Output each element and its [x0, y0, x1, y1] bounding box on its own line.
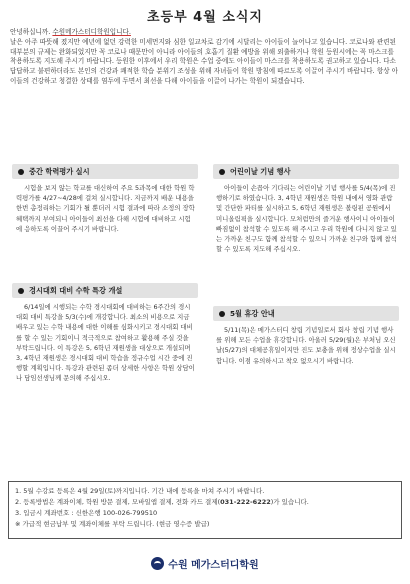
section-text-may-holiday: 5/11(목)은 메가스터디 창립 기념일로서 회사 창립 기념 행사를 위해 모든 수업을 휴강합니다. 아울러 5/29(월)은 부처님 오신날(5/27)의 대체공휴일이지만 진도 보충을 위해 정상수업을 실시합니다. 이점 유의하시고 착오 없으시기 바랍니다. [216, 326, 396, 365]
section-text-math-class: 6/14일에 시행되는 수학 경시대회에 대비하는 6주간의 경시대회 대비 특강을 5/3(수)에 개강합니다. 최소의 비용으로 지금 배우고 있는 수학 내용에 대한 이해를 심화시키고 경시대회 대비를 할 수 있는 기회이니 적극적으로 참여하고 활용해 주실 것을 부탁드립니다. 이 특강은 5, 6학년 재원생을 대상으로 개설되며 3, 4학년 재원생은 경시대회 대비 학습을 정규수업 시간 중에 진행할 계획입니다. 특강과 관련된 좀더 상세한 사항은 학원 상담이나 담임선생님께 문의해 주십시오. [16, 303, 195, 383]
notice-line-4: ※ 가급적 현금납부 및 계좌이체를 부탁 드립니다. (현금 영수증 발급) [15, 520, 210, 528]
payment-notice-box [8, 481, 402, 539]
footer-academy-name: 수원 메가스터디학원 [168, 560, 259, 571]
notice-line-2: 2. 등록방법은 계좌이체, 학원 방문 결제, 모바일앱 결제, 전화 카드 결제(031-222-6222)가 있습니다. [15, 498, 309, 506]
section-title-midterm: 중간 학력평가 실시 [29, 167, 90, 176]
section-header-childrens-day [213, 164, 399, 179]
section-header-may-holiday [213, 306, 399, 321]
section-header-math-class [12, 283, 198, 298]
intro-greeting: 안녕하십니까. [10, 28, 53, 36]
section-text-childrens-day: 아이들이 손꼽아 기다리는 어린이날 기념 행사를 5/4(목)에 진행하기로 하였습니다. 3, 4학년 재원생은 학원 내에서 영화 관람 및 간단한 파티를 실시하고 5, 6학년 재원생은 볼링핀 공원에서 미니올림픽을 실시합니다. 모처럼만의 즐거운 행사이니 아이들이 빠짐없이 참석할 수 있도록 해 주시고 우리 학원에 다니지 않고 있는 가까운 친구도 함께 참석할 수 있으니 가까운 친구와 함께 참석할 수 있도록 지도해 주십시오. [216, 184, 397, 254]
notice-line-3: 3. 입금시 계좌번호 : 신한은행 100-026-799510 [15, 509, 158, 517]
section-title-may-holiday: 5월 휴강 안내 [230, 309, 275, 318]
notice-phone: 031-222-6222 [220, 498, 271, 506]
section-title-childrens-day: 어린이날 기념 행사 [230, 167, 291, 176]
bullet-icon [18, 169, 24, 175]
page-title: 초등부 4월 소식지 [146, 10, 263, 25]
section-title-math-class: 경시대회 대비 수학 특강 개설 [29, 286, 123, 295]
bullet-icon [219, 311, 225, 317]
intro-text [10, 28, 400, 87]
intro-academy-name: 수원메가스터디학원입니다. [52, 28, 131, 36]
section-header-midterm [12, 164, 198, 179]
bullet-icon [18, 288, 24, 294]
bullet-icon [219, 169, 225, 175]
notice-line-1: 1. 5월 수강료 등록은 4월 29일(토)까지입니다. 기간 내에 등록을 마쳐 주시기 바랍니다. [15, 487, 265, 495]
footer-brand [0, 556, 410, 574]
intro-body: 날은 아주 따뜻해 졌지만 예년에 없던 강력한 미세먼지와 심한 일교차로 감기에 시달리는 아이들이 늘어나고 있습니다. 코로나와 관련된 대부분의 규제는 완화되었지만 꼭 코로나 때문만이 아니라 아이들의 호흡기 질환 예방을 위해 외출하거나 학원 등원시에는 꼭 마스크를 착용하도록 지도해 주시기 바랍니다. 등원한 이후에서 우리 학원은 수업 중에도 아이들이 마스크를 착용하도록 권고하고 있습니다. 다소 답답하고 불편하더라도 본인의 건강과 쾌적한 학습 분위기 조성을 위해 자녀들이 학원 방침에 따르도록 이끌어 주시기 바랍니다. 항상 아이들의 건강하고 청결한 상태를 염두에 두면서 최선을 다해 아이들을 이끌어 나가는 학원이 되겠습니다. [10, 37, 399, 85]
section-text-midterm: 시험을 보지 않는 학교를 대신하여 주요 5과목에 대한 학원 학력평가를 4/27~4/28에 걸쳐 실시합니다. 지금까지 배운 내용을 한번 총정리하는 기회가 될 뿐더러 시험 결과에 따라 소정의 장학 혜택까지 부여되니 아이들이 최선을 다해 시험에 대비하고 시험에 응하도록 이끌어 주시기 바랍니다. [16, 184, 195, 233]
megastudy-logo-icon [151, 557, 164, 570]
